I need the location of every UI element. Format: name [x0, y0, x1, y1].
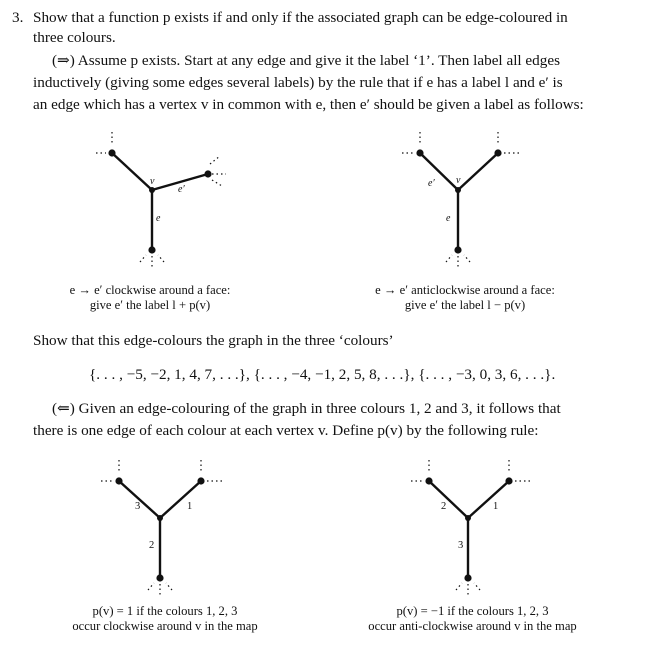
figure1-right-caption-1: e → e′ anticlockwise around a face:: [375, 283, 555, 297]
figure1-left-graph: [80, 128, 230, 278]
center-vertex: [157, 515, 163, 521]
vertex-dot: [197, 477, 204, 484]
backward-line-1: (⇐) Given an edge-colouring of the graph in three colours 1, 2 and 3, it follows that: [52, 400, 561, 417]
figure1-right-caption-2: give e′ the label l − p(v): [404, 298, 526, 312]
vertex-dot: [505, 477, 512, 484]
vertex-dot: [108, 149, 115, 156]
vertex-dot: [156, 574, 163, 581]
colour-label-upperright: 1: [493, 501, 499, 512]
colour-sets: {. . . , −5, −2, 1, 4, 7, . . .}, {. . . , −4, −1, 2, 5, 8, . . .}, {. . . , −3, 0, 3, 6, . . .}.: [89, 366, 556, 383]
forward-line-3: an edge which has a vertex v in common with e, then e′ should be given a label as follows:: [33, 96, 584, 113]
label-e: e: [446, 213, 451, 224]
center-vertex: [149, 187, 155, 193]
label-eprime: e′: [178, 184, 185, 195]
figure1-left-caption-2: give e′ the label l + p(v): [89, 298, 211, 312]
colour-label-upperleft: 3: [135, 501, 141, 512]
figure2-left-graph: [95, 456, 235, 606]
figure2-left-caption-1: p(v) = 1 if the colours 1, 2, 3: [92, 604, 238, 618]
label-v: v: [150, 176, 155, 187]
figure1-right-graph: [390, 128, 540, 278]
problem-number: 3.: [12, 9, 24, 26]
colour-label-upperright: 1: [187, 501, 193, 512]
vertex-dot: [425, 477, 432, 484]
figure2-right-caption-2: occur anti-clockwise around v in the map: [368, 619, 577, 633]
center-vertex: [465, 515, 471, 521]
problem-line-1: Show that a function p exists if and only if the associated graph can be edge-coloured in: [33, 9, 568, 26]
colour-label-upperleft: 2: [441, 501, 447, 512]
figure2-right-caption-1: p(v) = −1 if the colours 1, 2, 3: [396, 604, 549, 618]
vertex-dot: [464, 574, 471, 581]
vertex-dot: [115, 477, 122, 484]
forward-line-1: (⇒) Assume p exists. Start at any edge and give it the label ‘1’. Then label all edges: [52, 52, 561, 69]
label-e: e: [156, 213, 161, 224]
label-eprime: e′: [428, 178, 435, 189]
backward-line-2: there is one edge of each colour at each vertex v. Define p(v) by the following rule:: [33, 422, 539, 439]
vertex-dot: [454, 246, 461, 253]
forward-line-2: inductively (giving some edges several labels) by the rule that if e has a label l and e′ is: [33, 74, 563, 91]
vertex-dot: [148, 246, 155, 253]
colour-label-lower: 2: [149, 540, 155, 551]
colour-label-lower: 3: [458, 540, 464, 551]
figure2-right-graph: [405, 456, 545, 606]
vertex-dot: [204, 170, 211, 177]
vertex-dot: [494, 149, 501, 156]
problem-line-2: three colours.: [33, 29, 116, 46]
statement-line: Show that this edge-colours the graph in the three ‘colours’: [33, 332, 394, 349]
label-v: v: [456, 175, 461, 186]
vertex-dot: [416, 149, 423, 156]
figure1-left-caption-1: e → e′ clockwise around a face:: [69, 283, 231, 297]
center-vertex: [455, 187, 461, 193]
figure2-left-caption-2: occur clockwise around v in the map: [72, 619, 258, 633]
